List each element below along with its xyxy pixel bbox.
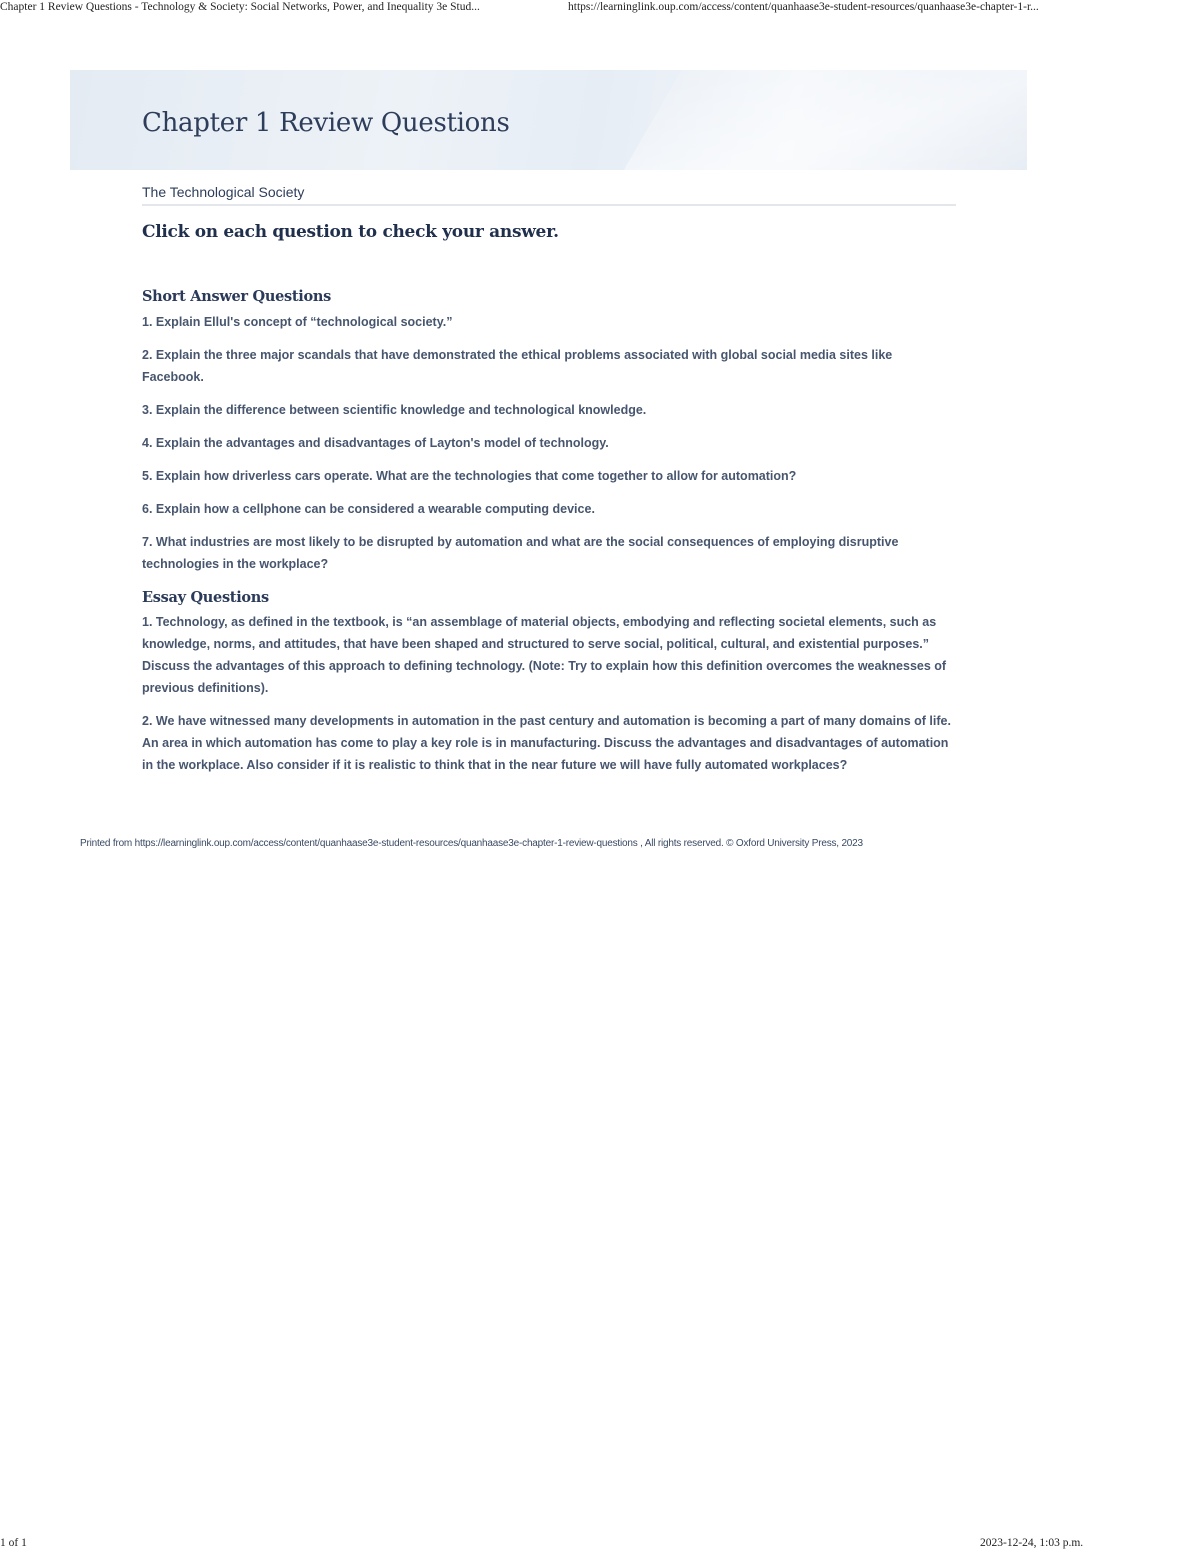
print-date: 2023-12-24, 1:03 p.m. <box>980 1537 1084 1549</box>
essay-question-list <box>142 611 956 776</box>
short-answer-question-6[interactable]: 6. Explain how a cellphone can be considered a wearable computing device. <box>142 502 595 516</box>
instruction-text: Click on each question to check your answer. <box>142 222 559 242</box>
short-answer-heading: Short Answer Questions <box>142 288 331 305</box>
page-subtitle: The Technological Society <box>142 184 956 206</box>
essay-question-1[interactable]: 1. Technology, as defined in the textbook, is “an assemblage of material objects, embodying and reflecting societal elements, such as knowledge, norms, and attitudes, that have been shaped and structured to serve social, political, cultural, and existential purposes.” Discuss the advantages of this approach to defining technology. (Note: Try to explain how this definition overcomes the weaknesses of previous definitions). <box>142 615 947 695</box>
short-answer-question-1[interactable]: 1. Explain Ellul's concept of “technological society.” <box>142 315 453 329</box>
short-answer-question-3[interactable]: 3. Explain the difference between scientific knowledge and technological knowledge. <box>142 403 647 417</box>
print-header-url: https://learninglink.oup.com/access/content/quanhaase3e-student-resources/quanhaase3e-chapter-1-r... <box>568 1 1039 13</box>
print-header <box>0 0 1200 18</box>
print-header-title: Chapter 1 Review Questions - Technology & Society: Social Networks, Power, and Inequality 3e Stud... <box>0 1 480 13</box>
print-footer <box>0 1537 1200 1553</box>
print-page-count: 1 of 1 <box>0 1537 27 1549</box>
banner-sheen <box>595 70 1027 170</box>
short-answer-question-5[interactable]: 5. Explain how driverless cars operate. What are the technologies that come together to allow for automation? <box>142 469 797 483</box>
page-banner <box>70 70 1027 170</box>
short-answer-question-4[interactable]: 4. Explain the advantages and disadvantages of Layton's model of technology. <box>142 436 609 450</box>
printed-from-notice: Printed from https://learninglink.oup.com/access/content/quanhaase3e-student-resources/quanhaase3e-chapter-1-review-questions , All rights reserved. © Oxford University Press, 2023 <box>80 838 863 849</box>
short-answer-question-2[interactable]: 2. Explain the three major scandals that have demonstrated the ethical problems associated with global social media sites like Facebook. <box>142 348 893 384</box>
short-answer-question-7[interactable]: 7. What industries are most likely to be disrupted by automation and what are the social consequences of employing disruptive technologies in the workplace? <box>142 535 899 571</box>
essay-question-2[interactable]: 2. We have witnessed many developments in automation in the past century and automation is becoming a part of many domains of life. An area in which automation has come to play a key role is in manufacturing. Discuss the advantages and disadvantages of automation in the workplace. Also consider if it is realistic to think that in the near future we will have fully automated workplaces? <box>142 714 951 772</box>
page-title: Chapter 1 Review Questions <box>142 108 510 138</box>
essay-heading: Essay Questions <box>142 589 269 606</box>
main-content <box>142 184 956 776</box>
short-answer-list <box>142 311 956 575</box>
